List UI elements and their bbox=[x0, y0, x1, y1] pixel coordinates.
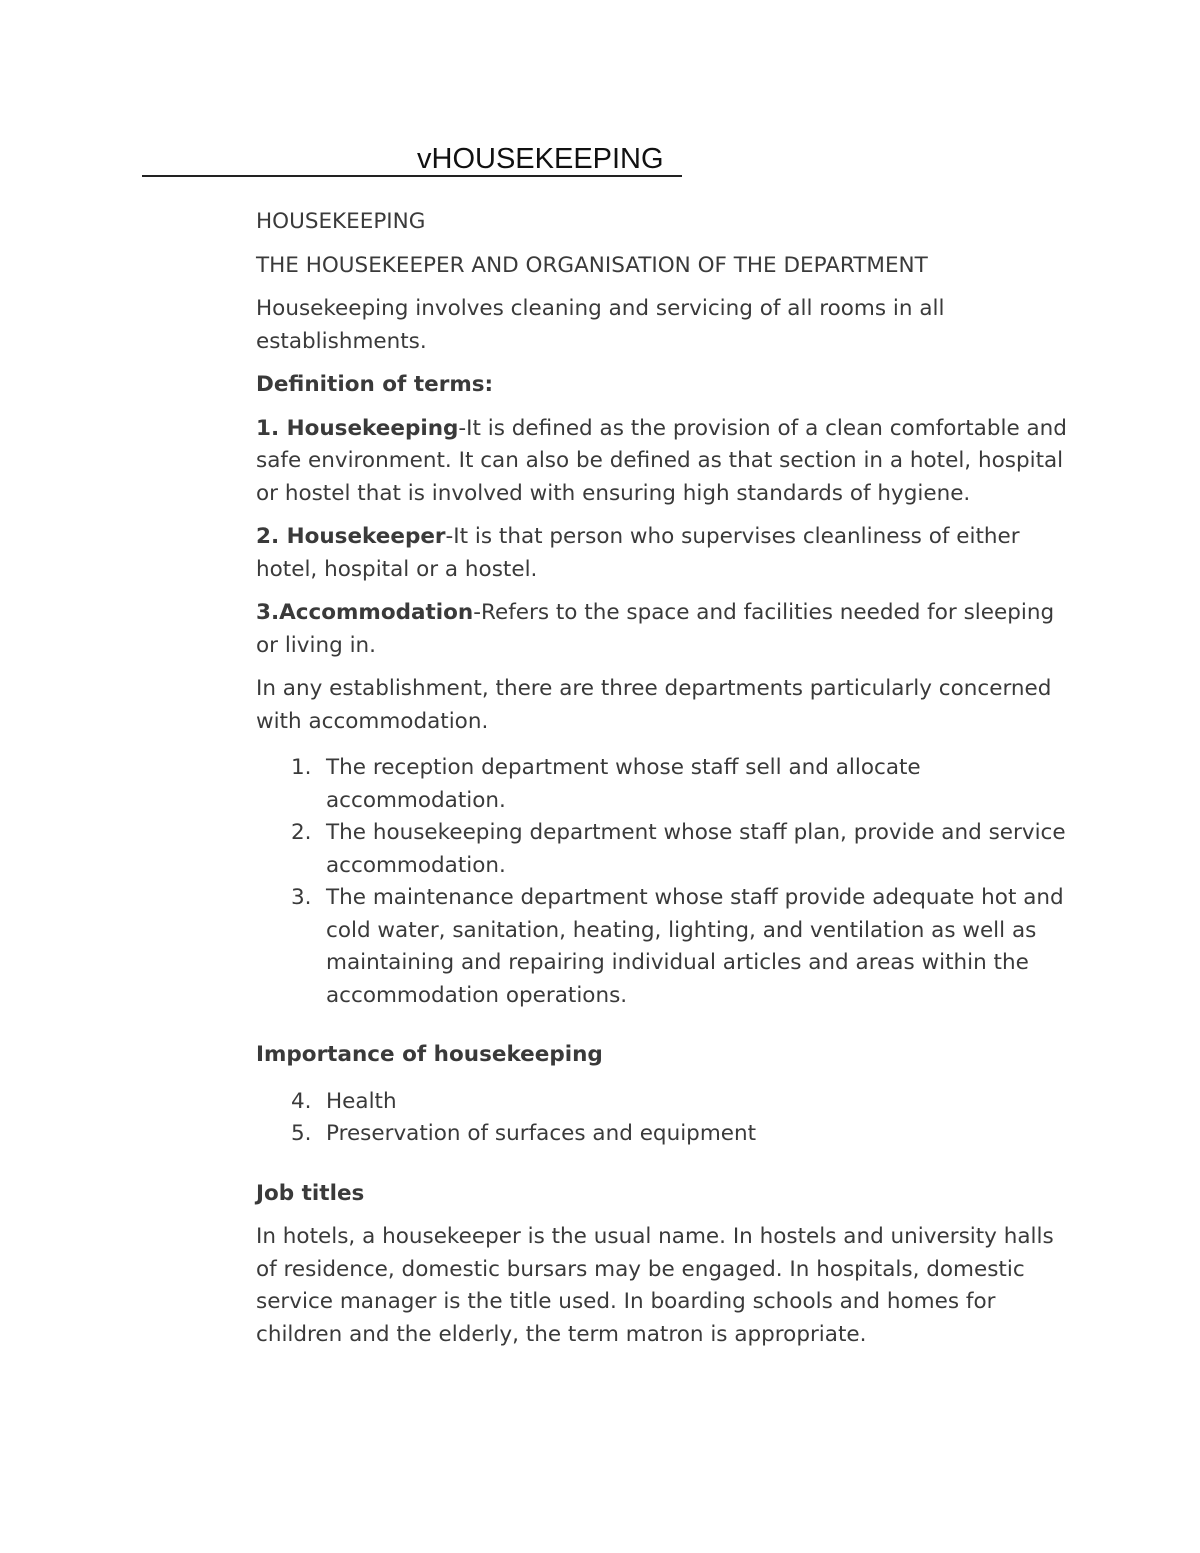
list-item-number: 3. bbox=[291, 885, 312, 910]
importance-list bbox=[256, 1086, 1076, 1151]
sub-heading: THE HOUSEKEEPER AND ORGANISATION OF THE DEPARTMENT bbox=[256, 252, 928, 278]
definition-term: 3.Accommodation bbox=[256, 600, 474, 625]
importance-heading: Importance of housekeeping bbox=[256, 1042, 603, 1067]
main-heading: HOUSEKEEPING bbox=[256, 209, 426, 234]
list-item-text: The maintenance department whose staff provide adequate hot and cold water, sanitation, heating, lighting, and ventilation as well as maintaining and repairing individual articles and areas within the accommodation operations. bbox=[326, 885, 1064, 1008]
job-titles-paragraph: In hotels, a housekeeper is the usual name. In hostels and university halls of residence, domestic bursars may be engaged. In hospitals, domestic service manager is the title used. In boarding schools and homes for children and the elderly, the term matron is appropriate. bbox=[256, 1224, 1054, 1347]
definition-housekeeping bbox=[256, 413, 1076, 511]
definition-term: 2. Housekeeper bbox=[256, 524, 446, 549]
list-item-number: 2. bbox=[291, 820, 312, 845]
document-body bbox=[256, 206, 1076, 1362]
list-item bbox=[256, 1118, 1076, 1151]
list-item-text: Preservation of surfaces and equipment bbox=[326, 1121, 757, 1146]
definition-housekeeper bbox=[256, 521, 1076, 586]
document-title-underlined bbox=[142, 143, 682, 177]
list-item bbox=[256, 817, 1076, 882]
definition-term: 1. Housekeeping bbox=[256, 415, 459, 441]
definitions-heading: Definition of terms: bbox=[256, 372, 494, 397]
definition-text: -It is defined as the provision of a clean comfortable and safe environment. It can also be defined as that section in a hotel, hospital or hostel that is involved with ensuring high standards of hygiene. bbox=[256, 415, 1067, 506]
list-item-number: 5. bbox=[291, 1121, 312, 1146]
definition-accommodation bbox=[256, 597, 1076, 662]
list-item bbox=[256, 882, 1076, 1012]
definition-text: -Refers to the space and facilities needed for sleeping or living in. bbox=[256, 600, 1055, 658]
list-item-text: Health bbox=[326, 1088, 397, 1114]
departments-list bbox=[256, 752, 1076, 1012]
list-item-number: 1. bbox=[291, 755, 312, 780]
list-item-text: The reception department whose staff sell and allocate accommodation. bbox=[326, 755, 921, 813]
list-item bbox=[256, 752, 1076, 817]
list-item-text: The housekeeping department whose staff plan, provide and service accommodation. bbox=[326, 820, 1066, 878]
departments-intro: In any establishment, there are three departments particularly concerned with accommodation. bbox=[256, 676, 1052, 734]
list-item bbox=[256, 1086, 1076, 1119]
definition-text: -It is that person who supervises cleanliness of either hotel, hospital or a hostel. bbox=[256, 524, 1020, 582]
intro-paragraph: Housekeeping involves cleaning and servicing of all rooms in all establishments. bbox=[256, 296, 945, 354]
list-item-number: 4. bbox=[291, 1088, 312, 1114]
job-titles-heading: Job titles bbox=[256, 1180, 365, 1206]
document-title: vHOUSEKEEPING bbox=[417, 143, 664, 175]
